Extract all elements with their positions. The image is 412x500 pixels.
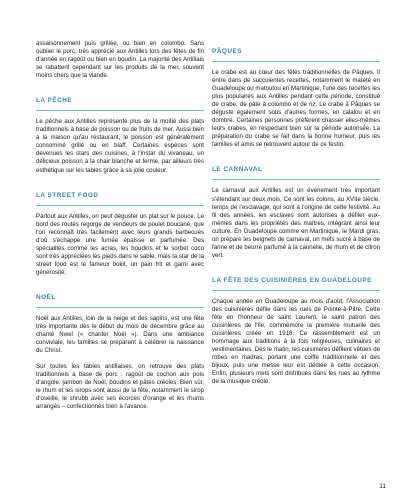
section-heading-carnaval <box>212 158 380 180</box>
peche-paragraph: Le pêche aux Antilles représente plus de la moitié des plats traditionnels à base de poisson ou de fruits de mer. Aussi bien à la maison qu'au restaurant, le poisson est généralement consommé grillé ou en blaff. Certaines espèces sont devenues les stars des cuisines, à l'instar du vivaneau, un délicieux poisson à la chair blanche et ferme, par ailleurs très esthétique sur les tables grâce à sa jolie couleur. <box>36 118 204 174</box>
section-heading-noel <box>36 286 204 308</box>
carnaval-paragraph: Le carnaval aux Antilles est un événement très important s'étendant sur deux mois. Ce sont les colons, au XVIIe siècle, temps de l'esclavage, qui sont à l'origine de cette festivité. Au fil des années, les esclaves sont autorisés à défiler eux-mêmes dans les propriétés des maîtres, intégrant ainsi leur culture. En Guadeloupe comme en Martinique, le Mardi gras, on prépare les beignets de carnaval, un mets sucré à base de farine et de beurre parfumé à la cannelle, de rhum et de citron vert. <box>212 187 380 259</box>
section-heading-cuisinieres <box>212 269 380 291</box>
paques-paragraph: Le crabe est au cœur des fêtes traditionnelles de Pâques. Il entre dans de succulentes recettes, notamment le matété en Guadeloupe ou matoutou en Martinique, l'une des recettes les plus populaires aux Antilles pendant cette période, constitué de crabe, de pâte à colombo et de riz. Le crabe à Pâques se déguste également sous d'autres formes, en calalou et en dombré. Certaines personnes préfèrent chasser elles-mêmes leurs crabes, en respectant bien sûr la période autorisée. La préparation du crabe se fait dans la bonne humeur, puis les familles et amis se retrouvent autour de ce festin. <box>212 69 380 149</box>
heading-text: LA PÊCHE <box>36 97 73 105</box>
heading-text: LA FÊTE DES CUISINIÈRES EN GUADELOUPE <box>212 276 372 284</box>
section-heading-street-food <box>36 184 204 206</box>
heading-text: NOËL <box>36 293 56 301</box>
street-food-paragraph: Partout aux Antilles, on peut déguster un plat sur le pouce. Le bord des routes regorge de vendeurs de poulet boucané, que l'on reconnaît très facilement avec leurs grands barbecues d'où s'échappe une fumée épaisse et parfumée. Des spécialités comme les acras, les boudins et le sorbet coco sont très appréciées les pieds dans le sable, mais la star de la street food est le fameux bokit, un pain frit et garni avec générosité. <box>36 212 204 276</box>
page-number: 11 <box>379 483 386 490</box>
section-heading-paques <box>212 40 380 62</box>
noel-paragraph-1: Noël aux Antilles, loin de la neige et des sapins, est une fête très importante dès le début du mois de décembre grâce au chanté Nwel (« chanter Noël »). Dans une ambiance conviviale, les familles se préparent à célébrer la naissance du Christ. <box>36 314 204 355</box>
heading-text: PÂQUES <box>212 48 242 55</box>
intro-paragraph: assaisonnement puis grillée, ou bien en colombo. Sans oublier le porc, très apprécié aux Antilles lors des fêtes de fin d'année en ragoût ou bien en boudin. La majorité des Antillais se rabattent cependant sur les produits de la mer, souvent moins chers que la viande. <box>36 40 204 80</box>
noel-paragraph-2: Sur toutes les tables antillaises, on retrouve des plats traditionnels à base de porc : ragoût de cochon aux pois d'angole, jambon de Noël, boudins et pâtés créoles. Bien sûr, le rhum et les sirops sont aussi de la fête, notamment le sirop d'oseille, le shrubb avec ses écorces d'orange et les rhums arrangés – confectionnés bien à l'avance. <box>36 363 204 411</box>
cuisinieres-paragraph: Chaque année en Guadeloupe au mois d'août, l'Association des cuisinières défile dans les rues de Pointe-à-Pitre. Cette fête en l'honneur de saint Laurent, le saint patron des cuisinières de l'île, commémore la première mutuelle des cuisinières créée en 1916. Ce rassemblement est un hommage aux traditions à la fois religieuses, culinaires et vestimentaires. Dès le matin, les cuisinières défilent vêtues de robes en madras, portant une coiffe traditionnelle et des bijoux, puis une messe leur est dédiée à cette occasion. Enfin, plusieurs mets sont distribués dans les rues au rythme de la musique créole. <box>212 297 380 386</box>
right-column <box>212 40 380 386</box>
section-heading-peche <box>36 89 204 111</box>
heading-text: LE CARNAVAL <box>212 166 263 174</box>
heading-text: LA STREET FOOD <box>36 191 99 199</box>
left-column <box>36 40 204 411</box>
